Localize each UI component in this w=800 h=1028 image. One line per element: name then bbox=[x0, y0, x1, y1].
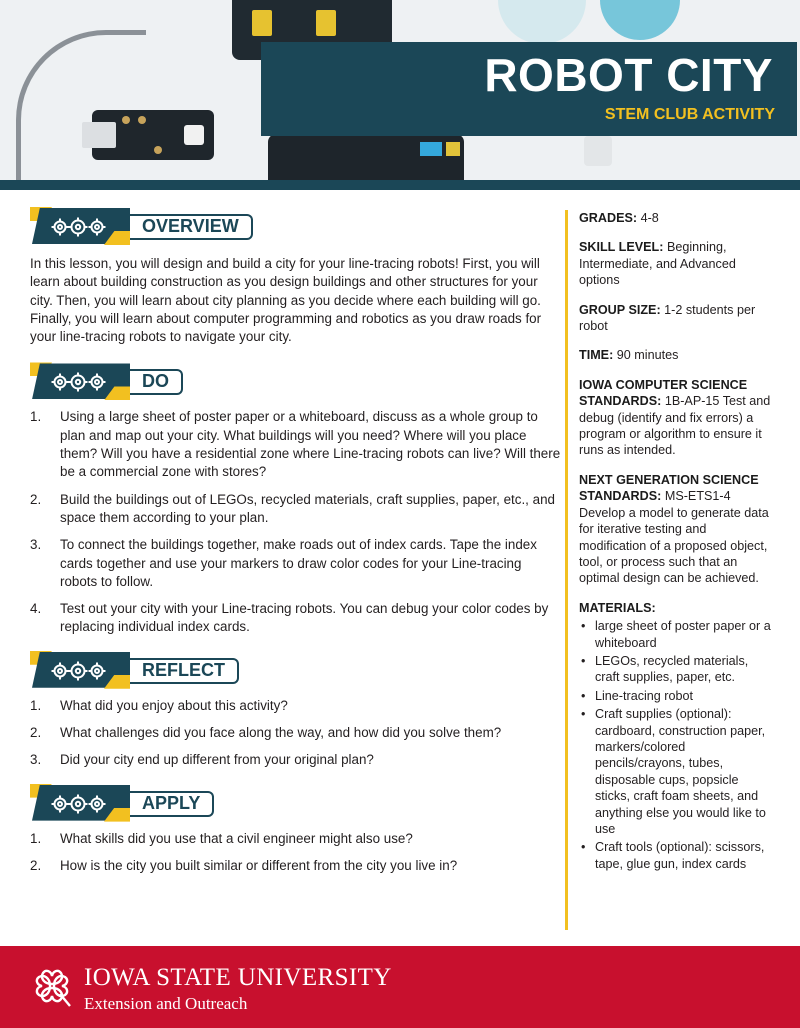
time-info: TIME: 90 minutes bbox=[579, 348, 679, 363]
reflect-list bbox=[30, 697, 562, 770]
do-steps-list bbox=[30, 408, 562, 636]
list-item: 3. To connect the buildings together, make roads out of index cards. Tape the index cards together and use your markers to draw color codes for your Line-tracing robots to follow. bbox=[30, 537, 537, 589]
ngss-standards-info: NEXT GENERATION SCIENCE STANDARDS: MS-ETS1-4 Develop a model to generate data for iterative testing and modification of a proposed object, tool, or process such that an optimal design can be achieved. bbox=[579, 472, 769, 586]
materials-info: MATERIALS: • large sheet of poster paper or a whiteboard • LEGOs, recycled materials, craft supplies, paper, etc. • Line-tracing robot • Craft supplies (optional): cardboard, construction paper, markers/colored pencils/crayons, tubes, disposable cups, popsicle sticks, craft foam sheets, and anything else you would like to use • Craft tools (optional): scissors, tape, glue gun, index cards bbox=[579, 600, 775, 873]
list-item: 1. Using a large sheet of poster paper or a whiteboard, discuss as a whole group to plan and map out your city. What buildings will you need? Where will you place them? Will you have a residential zone where Line-tracing robots can live? Will there be a commercial zone with stores? bbox=[30, 409, 561, 480]
list-item: 2. How is the city you built similar or different from the city you live in? bbox=[30, 857, 458, 873]
gears-icon bbox=[50, 370, 110, 394]
list-item: 1. What skills did you use that a civil engineer might also use? bbox=[30, 830, 413, 846]
clover-logo-icon bbox=[30, 964, 74, 1008]
do-heading: DO bbox=[130, 369, 183, 395]
fan-photo-element bbox=[600, 0, 680, 40]
page-title: ROBOT CITY bbox=[484, 49, 773, 101]
overview-text: In this lesson, you will design and build a city for your line-tracing robots! First, you will learn about building construction as you design buildings and other structures for your city. Then, you will learn about city planning as you decide where each building will go. Finally, you will learn about computer programming and robotics as you draw roads for your line-tracing robots to navigate your city. bbox=[30, 256, 542, 345]
header-banner bbox=[0, 0, 800, 190]
gears-icon bbox=[50, 659, 110, 683]
footer-banner bbox=[0, 946, 800, 1028]
skill-level-info: SKILL LEVEL: Beginning, Intermediate, and Advanced options bbox=[579, 240, 736, 288]
overview-section-header bbox=[30, 205, 270, 247]
do-section-header bbox=[30, 360, 270, 402]
list-item: 2. Build the buildings out of LEGOs, recycled materials, craft supplies, paper, etc., and space them according to your plan. bbox=[30, 491, 555, 525]
title-box bbox=[261, 42, 797, 136]
page-subtitle: STEM CLUB ACTIVITY bbox=[604, 106, 775, 123]
extension-name: Extension and Outreach bbox=[84, 994, 248, 1013]
university-name: IOWA STATE UNIVERSITY bbox=[84, 964, 392, 991]
gears-icon bbox=[50, 792, 110, 816]
main-content bbox=[30, 205, 562, 887]
overview-heading: OVERVIEW bbox=[130, 214, 253, 240]
apply-heading: APPLY bbox=[130, 791, 214, 817]
list-item: 1. What did you enjoy about this activity? bbox=[30, 697, 288, 713]
list-item: • large sheet of poster paper or a whiteboard bbox=[579, 618, 775, 651]
iowa-cs-standards-info: IOWA COMPUTER SCIENCE STANDARDS: 1B-AP-15 Test and debug (identify and fix errors) a program or algorithm to ensure it runs as intended. bbox=[579, 377, 771, 458]
header-band bbox=[0, 180, 800, 190]
list-item: • LEGOs, recycled materials, craft supplies, paper, etc. bbox=[579, 653, 775, 686]
list-item: • Craft supplies (optional): cardboard, construction paper, markers/colored pencils/crayons, tubes, disposable cups, popsicle sticks, craft foam sheets, and anything else you would like to use bbox=[579, 706, 775, 837]
list-item: 3. Did your city end up different from your original plan? bbox=[30, 752, 374, 768]
column-divider bbox=[565, 210, 568, 930]
list-item: • Craft tools (optional): scissors, tape, glue gun, index cards bbox=[579, 839, 775, 872]
plug-photo-element bbox=[584, 136, 612, 166]
reflect-section-header bbox=[30, 649, 270, 691]
list-item: • Line-tracing robot bbox=[579, 688, 775, 704]
list-item: 4. Test out your city with your Line-tracing robots. You can debug your color codes by replacing individual index cards. bbox=[30, 601, 549, 635]
materials-list bbox=[579, 618, 775, 872]
gears-icon bbox=[50, 215, 110, 239]
group-size-info: GROUP SIZE: 1-2 students per robot bbox=[579, 302, 756, 334]
apply-section-header bbox=[30, 782, 270, 824]
list-item: 2. What challenges did you face along the way, and how did you solve them? bbox=[30, 725, 502, 741]
wheel-photo-element bbox=[498, 0, 586, 44]
sensor-board-photo-element bbox=[92, 110, 214, 160]
apply-list bbox=[30, 830, 562, 876]
reflect-heading: REFLECT bbox=[130, 658, 239, 684]
grades-info: GRADES: 4-8 bbox=[579, 211, 659, 225]
sidebar-info bbox=[579, 210, 775, 885]
